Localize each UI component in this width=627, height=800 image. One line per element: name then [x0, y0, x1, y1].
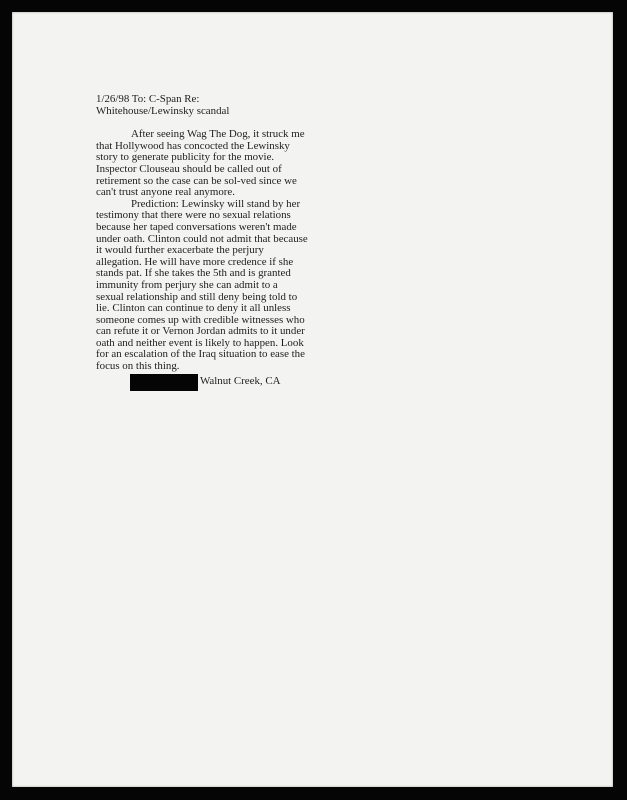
text-line: sexual relationship and still deny being told to	[96, 290, 298, 303]
text-line: someone comes up with credible witnesses who	[96, 313, 305, 326]
text-line: allegation. He will have more credence if she	[96, 255, 294, 268]
text-line: for an escalation of the Iraq situation to ease the	[96, 348, 305, 361]
text-line: stands pat. If she takes the 5th and is granted	[96, 267, 291, 280]
text-line: retirement so the case can be sol-ved since we	[96, 174, 297, 187]
text-line: under oath. Clinton could not admit that because	[96, 232, 308, 245]
signature-location: Walnut Creek, CA	[200, 375, 281, 388]
paragraph-wag-the-dog	[96, 129, 346, 199]
text-line: lie. Clinton can continue to deny it all unless	[96, 302, 291, 315]
redaction-block	[130, 374, 198, 391]
letter-page	[12, 12, 613, 787]
text-line: that Hollywood has concocted the Lewinsky	[96, 139, 290, 152]
text-line: focus on this thing.	[96, 360, 180, 373]
text-line: testimony that there were no sexual relations	[96, 209, 291, 222]
text-line: because her taped conversations weren't made	[96, 220, 297, 233]
letter-body	[96, 94, 346, 391]
text-line: Prediction: Lewinsky will stand by her	[131, 197, 301, 210]
text-line: it would further exacerbate the perjury	[96, 244, 264, 257]
text-line: can't trust anyone real anymore.	[96, 186, 235, 199]
text-line: After seeing Wag The Dog, it struck me	[131, 128, 305, 141]
text-line: oath and neither event is likely to happen. Look	[96, 336, 304, 349]
signature-line	[96, 374, 346, 391]
header-line-date-recipient: 1/26/98 To: C-Span Re:	[96, 93, 200, 105]
text-line: Inspector Clouseau should be called out of	[96, 162, 282, 175]
paragraph-prediction	[96, 199, 346, 373]
text-line: immunity from perjury she can admit to a	[96, 278, 278, 291]
text-line: can refute it or Vernon Jordan admits to it under	[96, 325, 305, 338]
text-line: story to generate publicity for the movie.	[96, 151, 275, 164]
header-line-subject: Whitehouse/Lewinsky scandal	[96, 104, 230, 117]
